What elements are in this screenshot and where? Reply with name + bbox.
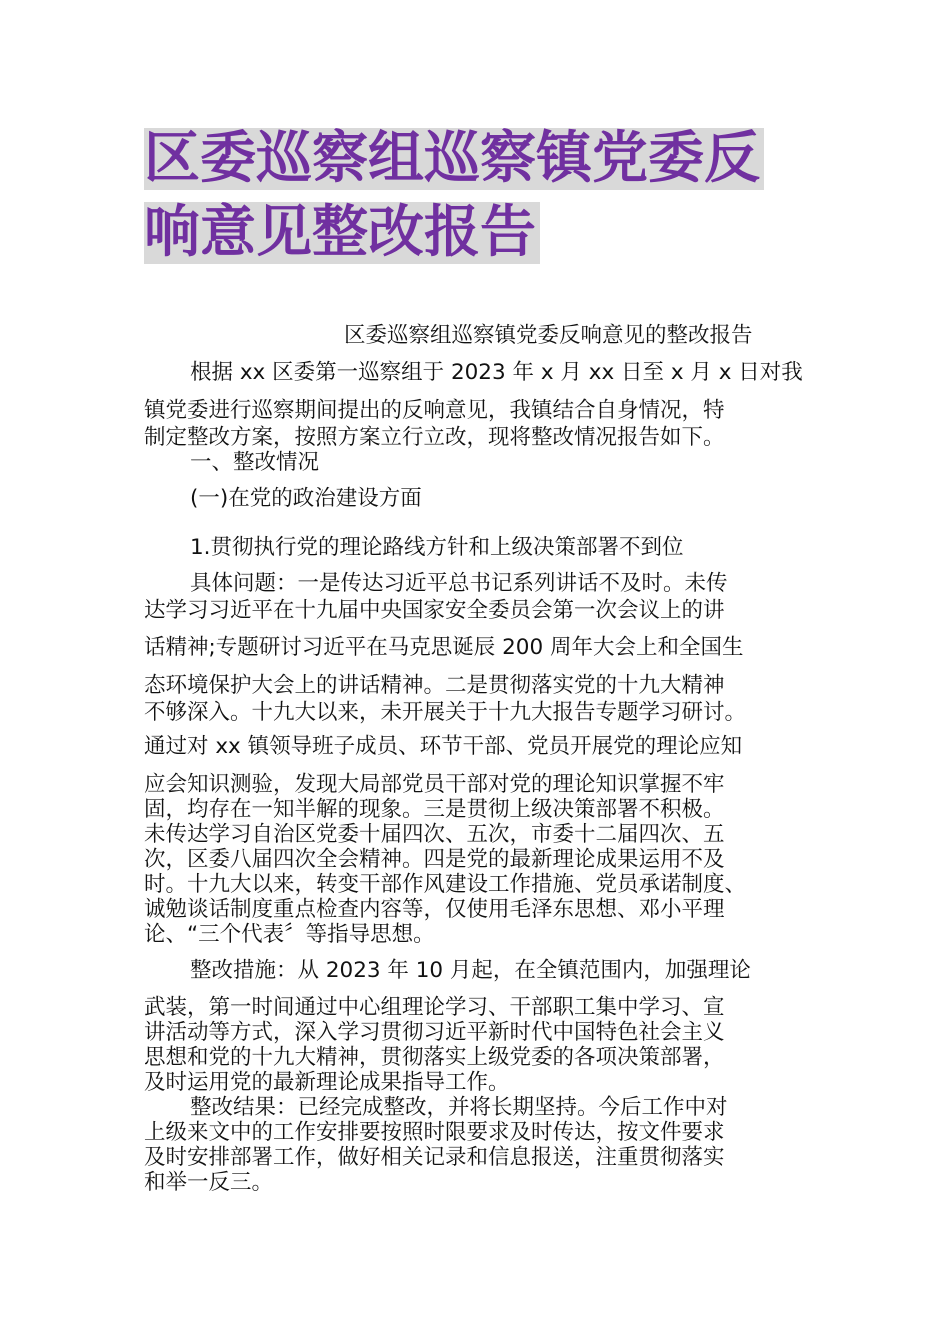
paragraph-line: 不够深入。十九大以来，未开展关于十九大报告专题学习研讨。 — [144, 700, 747, 725]
paragraph-line: 时。十九大以来，转变干部作风建设工作措施、党员承诺制度、 — [144, 872, 747, 897]
paragraph-line: 未传达学习自治区党委十届四次、五次，市委十二届四次、五 — [144, 822, 725, 847]
paragraph-line: 固，均存在一知半解的现象。三是贯彻上级决策部署不积极。 — [144, 797, 725, 822]
section-heading: 一、整改情况 — [190, 450, 320, 475]
paragraph-line: 整改措施：从 2023 年 10 月起，在全镇范围内，加强理论 — [190, 958, 751, 983]
paragraph-line: 具体问题：一是传达习近平总书记系列讲话不及时。未传 — [190, 571, 728, 596]
item-heading: 1.贯彻执行党的理论路线方针和上级决策部署不到位 — [190, 535, 684, 560]
paragraph-line: 达学习习近平在十九届中央国家安全委员会第一次会议上的讲 — [144, 598, 725, 623]
paragraph-line: 诚勉谈话制度重点检查内容等，仅使用毛泽东思想、邓小平理 — [144, 897, 725, 922]
paragraph-line: 制定整改方案，按照方案立行立改，现将整改情况报告如下。 — [144, 425, 725, 450]
document-title — [144, 124, 824, 272]
subsection-heading: (一)在党的政治建设方面 — [190, 486, 422, 511]
paragraph-line: 应会知识测验，发现大局部党员干部对党的理论知识掌握不牢 — [144, 772, 725, 797]
paragraph-line: 整改结果：已经完成整改，并将长期坚持。今后工作中对 — [190, 1095, 728, 1120]
paragraph-line: 思想和党的十九大精神，贯彻落实上级党委的各项决策部署， — [144, 1045, 725, 1070]
report-subtitle: 区委巡察组巡察镇党委反响意见的整改报告 — [344, 323, 753, 348]
paragraph-line: 论、“三个代表〞等指导思想。 — [144, 922, 435, 947]
paragraph-line: 及时运用党的最新理论成果指导工作。 — [144, 1070, 510, 1095]
paragraph-line: 通过对 xx 镇领导班子成员、环节干部、党员开展党的理论应知 — [144, 734, 743, 759]
paragraph-line: 镇党委进行巡察期间提出的反响意见，我镇结合自身情况，特 — [144, 398, 725, 423]
paragraph-line: 话精神;专题研讨习近平在马克思诞辰 200 周年大会上和全国生 — [144, 635, 744, 660]
paragraph-line: 武装，第一时间通过中心组理论学习、干部职工集中学习、宣 — [144, 995, 725, 1020]
title-line-2: 响意见整改报告 — [144, 202, 540, 264]
paragraph-line: 及时安排部署工作，做好相关记录和信息报送，注重贯彻落实 — [144, 1145, 725, 1170]
paragraph-line: 态环境保护大会上的讲话精神。二是贯彻落实党的十九大精神 — [144, 673, 725, 698]
title-line-1: 区委巡察组巡察镇党委反 — [144, 128, 764, 190]
paragraph-line: 和举一反三。 — [144, 1170, 274, 1195]
paragraph-line: 讲活动等方式，深入学习贯彻习近平新时代中国特色社会主义 — [144, 1020, 725, 1045]
paragraph-line: 根据 xx 区委第一巡察组于 2023 年 x 月 xx 日至 x 月 x 日对我 — [190, 360, 803, 385]
paragraph-line: 上级来文中的工作安排要按照时限要求及时传达，按文件要求 — [144, 1120, 725, 1145]
paragraph-line: 次，区委八届四次全会精神。四是党的最新理论成果运用不及 — [144, 847, 725, 872]
